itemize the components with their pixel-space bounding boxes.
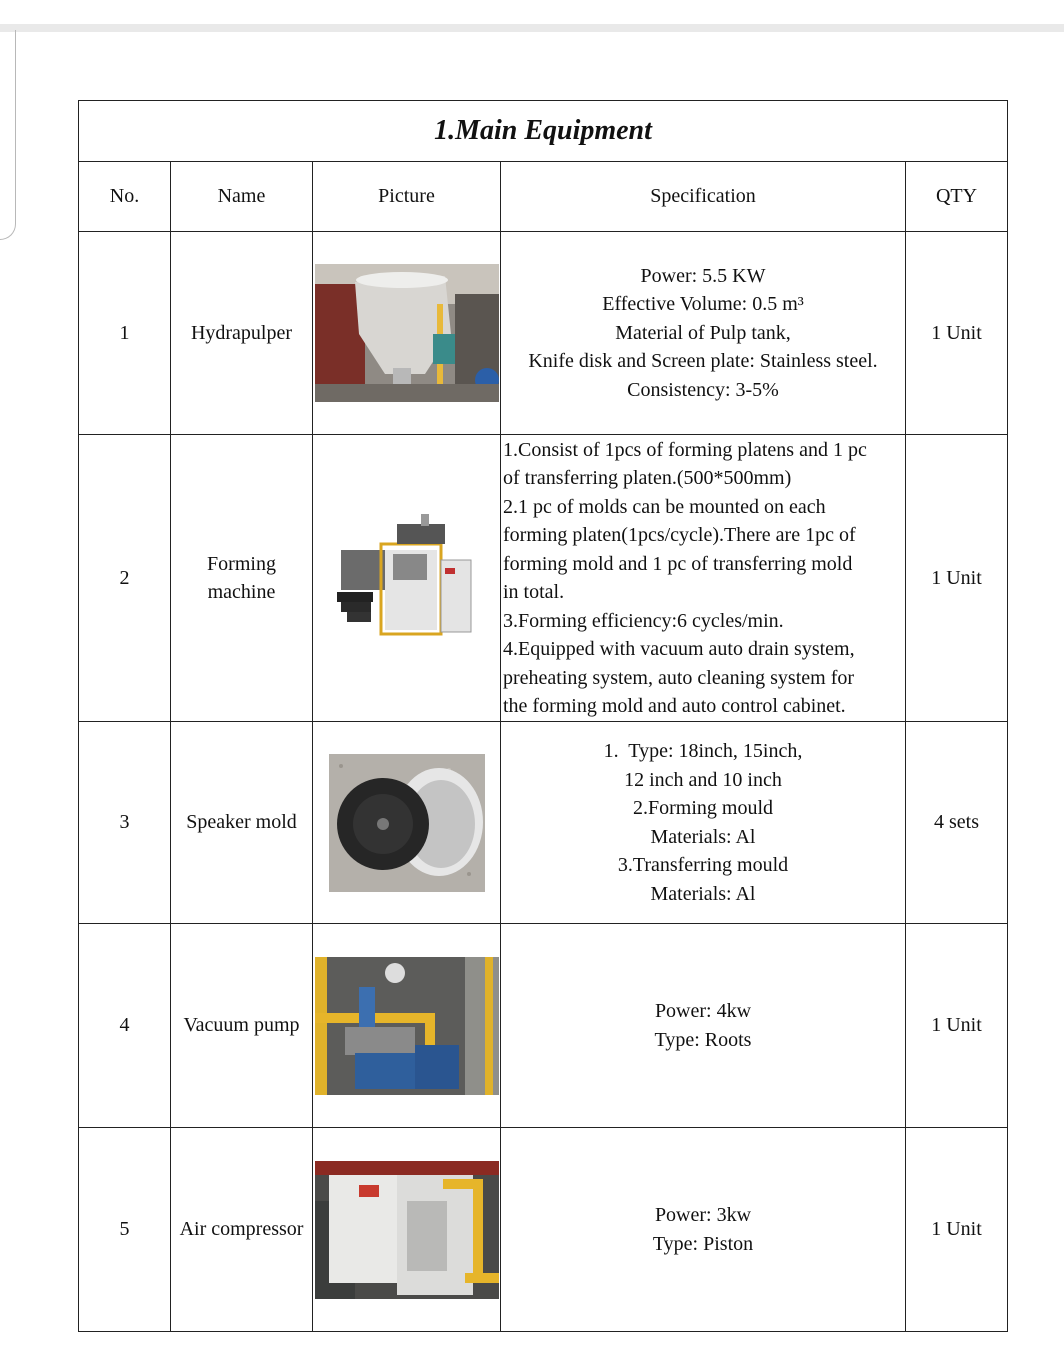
spec-line: Material of Pulp tank, xyxy=(615,321,791,344)
header-qty: QTY xyxy=(906,162,1008,232)
row-specification xyxy=(501,1128,906,1332)
spec-line: forming mold and 1 pc of transferring mold xyxy=(503,552,853,575)
row-specification xyxy=(501,435,906,722)
row-no: 2 xyxy=(79,435,171,722)
equipment-table xyxy=(78,100,1008,1332)
header-specification: Specification xyxy=(501,162,906,232)
spec-line: preheating system, auto cleaning system for xyxy=(503,666,855,689)
row-picture xyxy=(313,1128,501,1332)
spec-line: Type: Roots xyxy=(654,1028,752,1051)
spec-line: 3.Transferring mould xyxy=(617,854,789,876)
row-name: Hydrapulper xyxy=(171,232,313,435)
row-specification xyxy=(501,924,906,1128)
row-qty: 4 sets xyxy=(906,722,1008,924)
spec-line: 1. Type: 18inch, 15inch, xyxy=(603,740,803,762)
spec-line: 2.1 pc of molds can be mounted on each xyxy=(503,495,826,518)
row-qty: 1 Unit xyxy=(906,1128,1008,1332)
forming-machine-photo xyxy=(337,514,477,642)
row-picture xyxy=(313,722,501,924)
row-specification xyxy=(501,232,906,435)
table-row xyxy=(79,722,1008,924)
spec-line: the forming mold and auto control cabinet. xyxy=(503,695,846,717)
spec-line: Consistency: 3-5% xyxy=(627,378,779,401)
top-band xyxy=(0,24,1064,32)
row-name: Vacuum pump xyxy=(171,924,313,1128)
header-no: No. xyxy=(79,162,171,232)
spec-line: Materials: Al xyxy=(650,825,756,848)
row-no: 5 xyxy=(79,1128,171,1332)
spec-line: Power: 5.5 KW xyxy=(640,264,766,287)
spec-line: 2.Forming mould xyxy=(632,797,773,819)
row-no: 1 xyxy=(79,232,171,435)
row-picture xyxy=(313,232,501,435)
row-name-line: machine xyxy=(207,581,276,603)
table-row xyxy=(79,924,1008,1128)
row-name-line: Forming xyxy=(207,552,276,575)
table-row xyxy=(79,232,1008,435)
row-name xyxy=(171,435,313,722)
spec-line: 1.Consist of 1pcs of forming platens and 1 pc xyxy=(503,438,867,461)
spec-line: Power: 3kw xyxy=(654,1204,752,1226)
table-title: 1.Main Equipment xyxy=(79,101,1008,162)
air-compressor-photo xyxy=(315,1161,499,1299)
spec-line: Materials: Al xyxy=(650,882,756,905)
spec-line: Power: 4kw xyxy=(654,1000,752,1022)
row-qty: 1 Unit xyxy=(906,435,1008,722)
spec-line: Effective Volume: 0.5 m³ xyxy=(602,293,804,316)
vacuum-pump-photo xyxy=(315,957,499,1095)
spec-line: Knife disk and Screen plate: Stainless steel. xyxy=(528,350,878,373)
speaker-mold-photo xyxy=(329,754,485,892)
spec-line: 4.Equipped with vacuum auto drain system, xyxy=(503,638,855,660)
spec-line: Type: Piston xyxy=(652,1232,754,1255)
table-row xyxy=(79,1128,1008,1332)
row-name: Air compressor xyxy=(171,1128,313,1332)
header-row xyxy=(79,162,1008,232)
row-name: Speaker mold xyxy=(171,722,313,924)
spec-line: in total. xyxy=(503,581,565,603)
row-qty: 1 Unit xyxy=(906,924,1008,1128)
row-picture xyxy=(313,924,501,1128)
row-no: 4 xyxy=(79,924,171,1128)
hydrapulper-photo xyxy=(315,264,499,402)
spec-line: forming platen(1pcs/cycle).There are 1pc of xyxy=(503,524,856,546)
table-row xyxy=(79,435,1008,722)
row-picture xyxy=(313,435,501,722)
side-frame xyxy=(0,30,16,240)
row-specification xyxy=(501,722,906,924)
row-no: 3 xyxy=(79,722,171,924)
header-name: Name xyxy=(171,162,313,232)
spec-line: 3.Forming efficiency:6 cycles/min. xyxy=(503,609,784,632)
spec-line: of transferring platen.(500*500mm) xyxy=(503,467,792,489)
header-picture: Picture xyxy=(313,162,501,232)
row-qty: 1 Unit xyxy=(906,232,1008,435)
spec-line: 12 inch and 10 inch xyxy=(624,768,782,791)
